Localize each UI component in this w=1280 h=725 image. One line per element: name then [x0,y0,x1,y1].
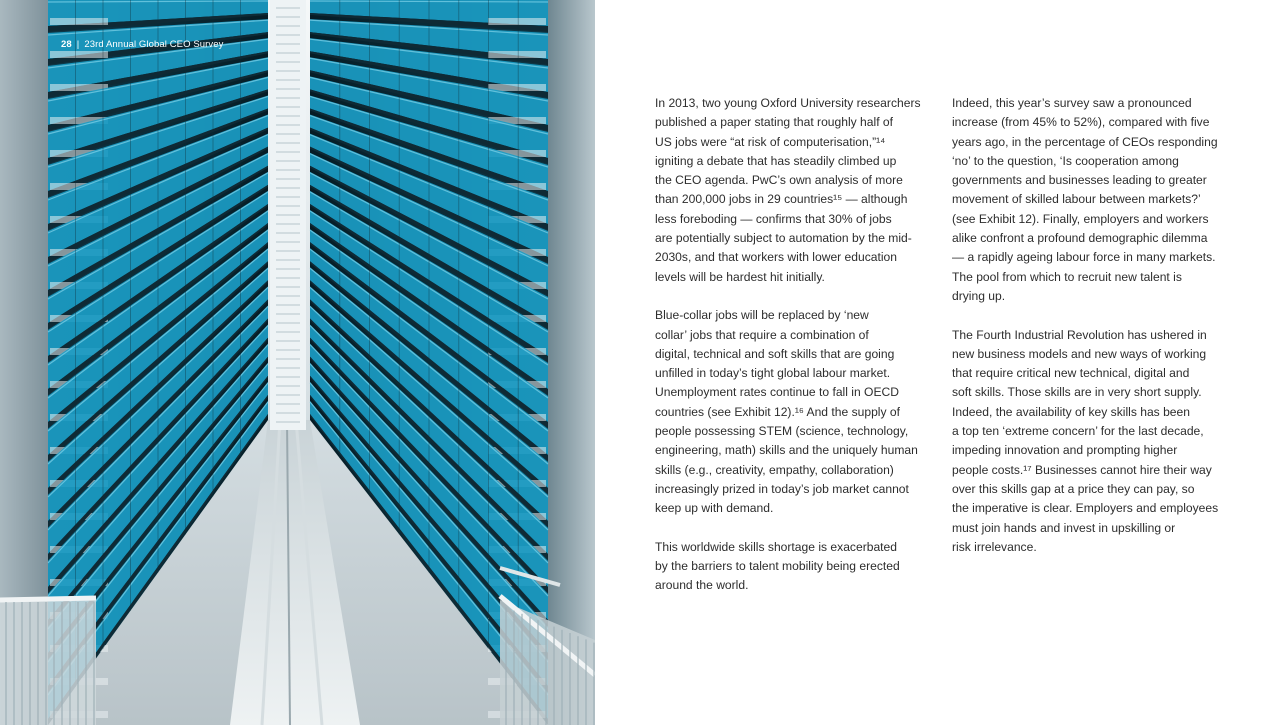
running-head [61,39,224,50]
page-number: 28 [61,39,72,50]
header-separator: | [76,39,80,50]
body-paragraph: This worldwide skills shortage is exacerbated by the barriers to talent mobility being erected around the world. [655,539,900,593]
body-paragraph: In 2013, two young Oxford University researchers published a paper stating that roughly half of US jobs were “at risk of computerisation,”¹⁴ igniting a debate that has steadily climbed up the CEO agenda. PwC’s own analysis of more than 200,000 jobs in 29 countries¹⁵ — although less foreboding — confirms that 30% of jobs are potentially subject to automation by the mid- 2030s, and that workers with lower education levels will be hardest hit initially. [655,96,921,284]
body-paragraph: The Fourth Industrial Revolution has ushered in new business models and new ways of working that require critical new technical, digital and soft skills. Those skills are in very short supply. Indeed, the availability of key skills has been a top ten ‘extreme concern’ for the last decade, impeding innovation and prompting higher people costs.¹⁷ Businesses cannot hire their way over this skills gap at a price they can pay, so the imperative is clear. Employers and employees must join hands and invest in upskilling or risk irrelevance. [952,327,1219,554]
text-column-left [655,94,927,615]
warehouse-photo [0,0,595,725]
right-wall [548,0,595,725]
left-railing [0,598,96,725]
warehouse-illustration [0,0,595,725]
body-paragraph: Blue-collar jobs will be replaced by ‘new collar’ jobs that require a combination of digital, technical and soft skills that are going unfilled in today’s tight global labour market. Unemployment rates continue to fall in OECD countries (see Exhibit 12).¹⁶ And the supply of people possessing STEM (science, technology, engineering, math) skills and the uniquely human skills (e.g., creativity, empathy, collaboration) increasingly prized in today’s job market cannot keep up with demand. [655,308,918,516]
body-paragraph: Indeed, this year’s survey saw a pronounced increase (from 45% to 52%), compared with five years ago, in the percentage of CEOs responding ‘no’ to the question, ‘Is cooperation among governments and businesses leading to greater movement of skilled labour between markets?’ (see Exhibit 12). Finally, employers and workers alike confront a profound demographic dilemma — a rapidly ageing labour force in many markets. The pool from which to recruit new talent is drying up. [952,96,1218,303]
publication-title: 23rd Annual Global CEO Survey [84,39,224,50]
text-column-right [952,94,1224,576]
